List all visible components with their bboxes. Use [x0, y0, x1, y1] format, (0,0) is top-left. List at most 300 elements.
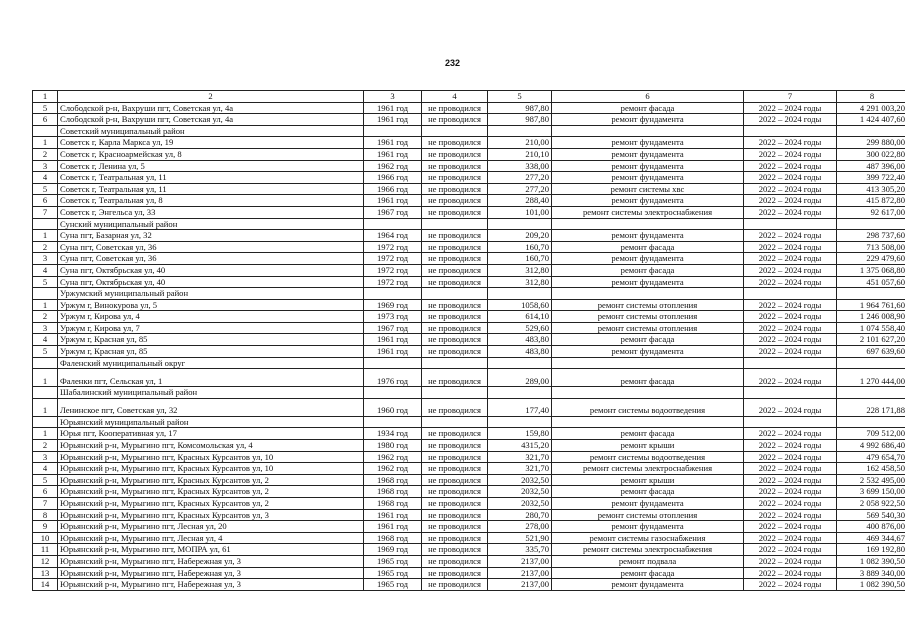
table-row	[33, 160, 905, 172]
address-cell: Юрьянский р-н, Мурыгино пгт, Набережная ул, 3	[58, 555, 364, 567]
status-cell: не проводился	[422, 544, 488, 556]
area-cell: 483,80	[488, 334, 552, 346]
cost-cell: 1 082 390,50	[837, 555, 905, 567]
area-cell: 2032,50	[488, 486, 552, 498]
row-number: 2	[33, 148, 58, 160]
address-cell: Юрьянский р-н, Мурыгино пгт, Лесная ул, 20	[58, 521, 364, 533]
row-number: 1	[33, 137, 58, 149]
address-cell: Советск г, Театральная ул, 11	[58, 183, 364, 195]
row-number: 6	[33, 114, 58, 126]
section-empty-cell	[837, 218, 905, 230]
period-cell: 2022 – 2024 годы	[744, 276, 837, 288]
section-empty-cell	[488, 218, 552, 230]
area-cell: 335,70	[488, 544, 552, 556]
row-number: 1	[33, 428, 58, 440]
period-cell: 2022 – 2024 годы	[744, 555, 837, 567]
section-empty-cell	[837, 387, 905, 399]
area-cell: 289,00	[488, 369, 552, 387]
table-body	[33, 91, 905, 591]
period-cell: 2022 – 2024 годы	[744, 346, 837, 358]
table-row	[33, 253, 905, 265]
status-cell: не проводился	[422, 474, 488, 486]
status-cell: не проводился	[422, 579, 488, 591]
cost-cell: 299 880,00	[837, 137, 905, 149]
section-row	[33, 125, 905, 137]
area-cell: 312,80	[488, 276, 552, 288]
status-cell: не проводился	[422, 160, 488, 172]
period-cell: 2022 – 2024 годы	[744, 498, 837, 510]
period-cell: 2022 – 2024 годы	[744, 114, 837, 126]
status-cell: не проводился	[422, 206, 488, 218]
table-row	[33, 532, 905, 544]
status-cell: не проводился	[422, 509, 488, 521]
section-empty-cell	[364, 357, 422, 369]
section-row	[33, 387, 905, 399]
area-cell: 160,70	[488, 253, 552, 265]
address-cell: Суна пгт, Октябрьская ул, 40	[58, 264, 364, 276]
status-cell: не проводился	[422, 299, 488, 311]
cost-cell: 2 101 627,20	[837, 334, 905, 346]
period-cell: 2022 – 2024 годы	[744, 264, 837, 276]
status-cell: не проводился	[422, 172, 488, 184]
period-cell: 2022 – 2024 годы	[744, 148, 837, 160]
cost-cell: 697 639,60	[837, 346, 905, 358]
section-empty-cell	[422, 288, 488, 300]
period-cell: 2022 – 2024 годы	[744, 241, 837, 253]
address-cell: Юрьянский р-н, Мурыгино пгт, Лесная ул, 4	[58, 532, 364, 544]
address-cell: Юрьянский р-н, Мурыгино пгт, Красных Курсантов ул, 3	[58, 509, 364, 521]
work-type-cell: ремонт фасада	[552, 567, 744, 579]
area-cell: 2032,50	[488, 474, 552, 486]
row-number: 1	[33, 369, 58, 387]
row-number: 11	[33, 544, 58, 556]
section-empty-cell	[744, 387, 837, 399]
section-empty-cell	[552, 125, 744, 137]
row-number: 6	[33, 486, 58, 498]
area-cell: 210,00	[488, 137, 552, 149]
status-cell: не проводился	[422, 114, 488, 126]
section-empty-cell	[744, 288, 837, 300]
period-cell: 2022 – 2024 годы	[744, 334, 837, 346]
address-cell: Суна пгт, Советская ул, 36	[58, 253, 364, 265]
address-cell: Советск г, Ленина ул, 5	[58, 160, 364, 172]
period-cell: 2022 – 2024 годы	[744, 474, 837, 486]
status-cell: не проводился	[422, 230, 488, 242]
year-cell: 1976 год	[364, 369, 422, 387]
row-number: 2	[33, 440, 58, 452]
work-type-cell: ремонт фундамента	[552, 230, 744, 242]
period-cell: 2022 – 2024 годы	[744, 544, 837, 556]
period-cell: 2022 – 2024 годы	[744, 369, 837, 387]
section-empty-cell	[552, 288, 744, 300]
row-number: 2	[33, 311, 58, 323]
cost-cell: 713 508,00	[837, 241, 905, 253]
section-empty-cell	[422, 416, 488, 428]
table-row	[33, 172, 905, 184]
address-cell: Слободской р-н, Вахруши пгт, Советская ул, 4а	[58, 114, 364, 126]
year-cell: 1968 год	[364, 498, 422, 510]
status-cell: не проводился	[422, 486, 488, 498]
status-cell: не проводился	[422, 346, 488, 358]
cost-cell: 169 192,80	[837, 544, 905, 556]
address-cell: Юрьянский р-н, Мурыгино пгт, Красных Курсантов ул, 2	[58, 498, 364, 510]
cost-cell: 92 617,00	[837, 206, 905, 218]
year-cell: 1967 год	[364, 322, 422, 334]
section-row	[33, 288, 905, 300]
row-number: 13	[33, 567, 58, 579]
header-cell: 1	[33, 91, 58, 103]
year-cell: 1980 год	[364, 440, 422, 452]
year-cell: 1972 год	[364, 264, 422, 276]
table-row	[33, 102, 905, 114]
status-cell: не проводился	[422, 369, 488, 387]
year-cell: 1962 год	[364, 160, 422, 172]
work-type-cell: ремонт фундамента	[552, 114, 744, 126]
area-cell: 288,40	[488, 195, 552, 207]
year-cell: 1968 год	[364, 532, 422, 544]
section-title: Сунский муниципальный район	[58, 218, 364, 230]
cost-cell: 2 532 495,00	[837, 474, 905, 486]
area-cell: 2137,00	[488, 579, 552, 591]
cost-cell: 709 512,00	[837, 428, 905, 440]
status-cell: не проводился	[422, 498, 488, 510]
header-cell: 5	[488, 91, 552, 103]
period-cell: 2022 – 2024 годы	[744, 521, 837, 533]
period-cell: 2022 – 2024 годы	[744, 102, 837, 114]
period-cell: 2022 – 2024 годы	[744, 172, 837, 184]
year-cell: 1972 год	[364, 253, 422, 265]
table-row	[33, 183, 905, 195]
period-cell: 2022 – 2024 годы	[744, 230, 837, 242]
work-type-cell: ремонт системы водоотведения	[552, 398, 744, 416]
period-cell: 2022 – 2024 годы	[744, 567, 837, 579]
work-type-cell: ремонт фасада	[552, 486, 744, 498]
section-empty-cell	[744, 357, 837, 369]
status-cell: не проводился	[422, 555, 488, 567]
cost-cell: 413 305,20	[837, 183, 905, 195]
cost-cell: 3 699 150,00	[837, 486, 905, 498]
period-cell: 2022 – 2024 годы	[744, 440, 837, 452]
year-cell: 1968 год	[364, 474, 422, 486]
cost-cell: 400 876,00	[837, 521, 905, 533]
year-cell: 1962 год	[364, 451, 422, 463]
cost-cell: 479 654,70	[837, 451, 905, 463]
table-row	[33, 322, 905, 334]
section-empty-cell	[837, 288, 905, 300]
address-cell: Советск г, Театральная ул, 11	[58, 172, 364, 184]
status-cell: не проводился	[422, 102, 488, 114]
year-cell: 1964 год	[364, 230, 422, 242]
section-empty-cell	[364, 387, 422, 399]
page-number: 232	[444, 58, 461, 68]
row-number: 2	[33, 241, 58, 253]
row-number: 5	[33, 346, 58, 358]
row-number: 9	[33, 521, 58, 533]
address-cell: Уржум г, Винокурова ул, 5	[58, 299, 364, 311]
status-cell: не проводился	[422, 463, 488, 475]
header-cell: 8	[837, 91, 905, 103]
column-number-row	[33, 91, 905, 103]
year-cell: 1967 год	[364, 206, 422, 218]
address-cell: Советск г, Энгельса ул, 33	[58, 206, 364, 218]
table-row	[33, 451, 905, 463]
table-row	[33, 440, 905, 452]
cost-cell: 2 058 922,50	[837, 498, 905, 510]
area-cell: 987,80	[488, 114, 552, 126]
cost-cell: 1 246 008,90	[837, 311, 905, 323]
table-row	[33, 230, 905, 242]
row-number: 1	[33, 398, 58, 416]
row-number: 4	[33, 172, 58, 184]
row-number: 7	[33, 206, 58, 218]
year-cell: 1965 год	[364, 579, 422, 591]
status-cell: не проводился	[422, 398, 488, 416]
work-type-cell: ремонт системы хвс	[552, 183, 744, 195]
section-empty-cell	[364, 416, 422, 428]
period-cell: 2022 – 2024 годы	[744, 322, 837, 334]
table-row	[33, 369, 905, 387]
work-type-cell: ремонт фундамента	[552, 172, 744, 184]
section-empty-cell	[488, 125, 552, 137]
area-cell: 101,00	[488, 206, 552, 218]
table-row	[33, 311, 905, 323]
area-cell: 483,80	[488, 346, 552, 358]
year-cell: 1961 год	[364, 346, 422, 358]
work-type-cell: ремонт системы газоснабжения	[552, 532, 744, 544]
row-number: 3	[33, 253, 58, 265]
table-row	[33, 509, 905, 521]
row-number: 8	[33, 509, 58, 521]
row-number: 12	[33, 555, 58, 567]
table-row	[33, 428, 905, 440]
status-cell: не проводился	[422, 567, 488, 579]
year-cell: 1968 год	[364, 486, 422, 498]
section-empty-cell	[837, 357, 905, 369]
table-row	[33, 241, 905, 253]
address-cell: Суна пгт, Октябрьская ул, 40	[58, 276, 364, 288]
row-number: 4	[33, 463, 58, 475]
section-empty-cell	[488, 288, 552, 300]
status-cell: не проводился	[422, 195, 488, 207]
status-cell: не проводился	[422, 264, 488, 276]
year-cell: 1965 год	[364, 555, 422, 567]
area-cell: 312,80	[488, 264, 552, 276]
year-cell: 1960 год	[364, 398, 422, 416]
area-cell: 321,70	[488, 451, 552, 463]
table-row	[33, 521, 905, 533]
work-type-cell: ремонт системы отопления	[552, 509, 744, 521]
row-number: 4	[33, 264, 58, 276]
table-row	[33, 114, 905, 126]
period-cell: 2022 – 2024 годы	[744, 299, 837, 311]
year-cell: 1973 год	[364, 311, 422, 323]
period-cell: 2022 – 2024 годы	[744, 137, 837, 149]
row-number: 3	[33, 160, 58, 172]
year-cell: 1961 год	[364, 148, 422, 160]
period-cell: 2022 – 2024 годы	[744, 253, 837, 265]
section-empty-cell	[488, 357, 552, 369]
table-row	[33, 544, 905, 556]
year-cell: 1961 год	[364, 334, 422, 346]
status-cell: не проводился	[422, 521, 488, 533]
section-row	[33, 357, 905, 369]
status-cell: не проводился	[422, 183, 488, 195]
table-row	[33, 346, 905, 358]
area-cell: 4315,20	[488, 440, 552, 452]
row-number: 5	[33, 474, 58, 486]
area-cell: 987,80	[488, 102, 552, 114]
address-cell: Юрьянский р-н, Мурыгино пгт, Красных Курсантов ул, 2	[58, 474, 364, 486]
period-cell: 2022 – 2024 годы	[744, 532, 837, 544]
row-number: 14	[33, 579, 58, 591]
cost-cell: 487 396,00	[837, 160, 905, 172]
area-cell: 338,00	[488, 160, 552, 172]
table-row	[33, 474, 905, 486]
section-empty-cell	[552, 416, 744, 428]
address-cell: Советск г, Театральная ул, 8	[58, 195, 364, 207]
row-number: 10	[33, 532, 58, 544]
address-cell: Уржум г, Красная ул, 85	[58, 346, 364, 358]
work-type-cell: ремонт фасада	[552, 264, 744, 276]
work-type-cell: ремонт крыши	[552, 440, 744, 452]
row-number: 4	[33, 334, 58, 346]
period-cell: 2022 – 2024 годы	[744, 398, 837, 416]
table-row	[33, 579, 905, 591]
period-cell: 2022 – 2024 годы	[744, 428, 837, 440]
section-title: Юрьянский муниципальный район	[58, 416, 364, 428]
year-cell: 1966 год	[364, 172, 422, 184]
section-empty-cell	[552, 387, 744, 399]
status-cell: не проводился	[422, 440, 488, 452]
work-type-cell: ремонт крыши	[552, 474, 744, 486]
section-empty-cell	[552, 357, 744, 369]
section-empty-cell	[488, 416, 552, 428]
cost-cell: 229 479,60	[837, 253, 905, 265]
cost-cell: 469 344,67	[837, 532, 905, 544]
work-type-cell: ремонт фундамента	[552, 276, 744, 288]
table-row	[33, 463, 905, 475]
section-empty-cell	[422, 357, 488, 369]
cost-cell: 3 889 340,00	[837, 567, 905, 579]
section-row	[33, 218, 905, 230]
address-cell: Юрьянский р-н, Мурыгино пгт, Красных Курсантов ул, 10	[58, 463, 364, 475]
year-cell: 1972 год	[364, 276, 422, 288]
period-cell: 2022 – 2024 годы	[744, 486, 837, 498]
row-number: 1	[33, 299, 58, 311]
work-type-cell: ремонт системы отопления	[552, 322, 744, 334]
status-cell: не проводился	[422, 148, 488, 160]
table-row	[33, 264, 905, 276]
cost-cell: 4 992 686,40	[837, 440, 905, 452]
section-empty-cell	[744, 125, 837, 137]
header-cell: 7	[744, 91, 837, 103]
table-row	[33, 148, 905, 160]
table-row	[33, 567, 905, 579]
row-number: 3	[33, 322, 58, 334]
status-cell: не проводился	[422, 253, 488, 265]
period-cell: 2022 – 2024 годы	[744, 183, 837, 195]
section-empty-cell	[33, 357, 58, 369]
address-cell: Юрьянский р-н, Мурыгино пгт, Красных Курсантов ул, 10	[58, 451, 364, 463]
row-number: 6	[33, 195, 58, 207]
area-cell: 1058,60	[488, 299, 552, 311]
header-cell: 4	[422, 91, 488, 103]
period-cell: 2022 – 2024 годы	[744, 206, 837, 218]
year-cell: 1969 год	[364, 299, 422, 311]
work-type-cell: ремонт фасада	[552, 334, 744, 346]
table-row	[33, 299, 905, 311]
table-row	[33, 195, 905, 207]
status-cell: не проводился	[422, 322, 488, 334]
area-cell: 160,70	[488, 241, 552, 253]
section-empty-cell	[33, 288, 58, 300]
address-cell: Фаленки пгт, Сельская ул, 1	[58, 369, 364, 387]
year-cell: 1961 год	[364, 521, 422, 533]
section-empty-cell	[33, 416, 58, 428]
status-cell: не проводился	[422, 311, 488, 323]
address-cell: Юрьянский р-н, Мурыгино пгт, Комсомольская ул, 4	[58, 440, 364, 452]
period-cell: 2022 – 2024 годы	[744, 579, 837, 591]
year-cell: 1961 год	[364, 509, 422, 521]
table-row	[33, 486, 905, 498]
table-row	[33, 334, 905, 346]
work-type-cell: ремонт системы отопления	[552, 311, 744, 323]
period-cell: 2022 – 2024 годы	[744, 509, 837, 521]
cost-cell: 300 022,80	[837, 148, 905, 160]
section-empty-cell	[422, 387, 488, 399]
section-row	[33, 416, 905, 428]
cost-cell: 1 082 390,50	[837, 579, 905, 591]
section-empty-cell	[422, 218, 488, 230]
area-cell: 2137,00	[488, 567, 552, 579]
section-empty-cell	[33, 125, 58, 137]
work-type-cell: ремонт фундамента	[552, 253, 744, 265]
section-empty-cell	[364, 218, 422, 230]
area-cell: 210,10	[488, 148, 552, 160]
address-cell: Ленинское пгт, Советская ул, 32	[58, 398, 364, 416]
work-type-cell: ремонт системы отопления	[552, 299, 744, 311]
work-type-cell: ремонт фасада	[552, 369, 744, 387]
header-cell: 2	[58, 91, 364, 103]
area-cell: 2137,00	[488, 555, 552, 567]
address-cell: Советск г, Красноармейская ул, 8	[58, 148, 364, 160]
work-type-cell: ремонт фундамента	[552, 148, 744, 160]
year-cell: 1961 год	[364, 137, 422, 149]
section-empty-cell	[364, 125, 422, 137]
header-cell: 3	[364, 91, 422, 103]
work-type-cell: ремонт фундамента	[552, 579, 744, 591]
status-cell: не проводился	[422, 451, 488, 463]
status-cell: не проводился	[422, 334, 488, 346]
year-cell: 1965 год	[364, 567, 422, 579]
cost-cell: 4 291 003,20	[837, 102, 905, 114]
section-empty-cell	[744, 218, 837, 230]
section-empty-cell	[837, 416, 905, 428]
address-cell: Слободской р-н, Вахруши пгт, Советская ул, 4а	[58, 102, 364, 114]
section-empty-cell	[488, 387, 552, 399]
area-cell: 277,20	[488, 183, 552, 195]
address-cell: Юрьянский р-н, Мурыгино пгт, Красных Курсантов ул, 2	[58, 486, 364, 498]
cost-cell: 569 540,30	[837, 509, 905, 521]
section-empty-cell	[422, 125, 488, 137]
repair-register-table	[32, 90, 905, 591]
cost-cell: 399 722,40	[837, 172, 905, 184]
cost-cell: 228 171,88	[837, 398, 905, 416]
period-cell: 2022 – 2024 годы	[744, 463, 837, 475]
cost-cell: 1 424 407,60	[837, 114, 905, 126]
year-cell: 1969 год	[364, 544, 422, 556]
address-cell: Юрьянский р-н, Мурыгино пгт, МОПРА ул, 61	[58, 544, 364, 556]
